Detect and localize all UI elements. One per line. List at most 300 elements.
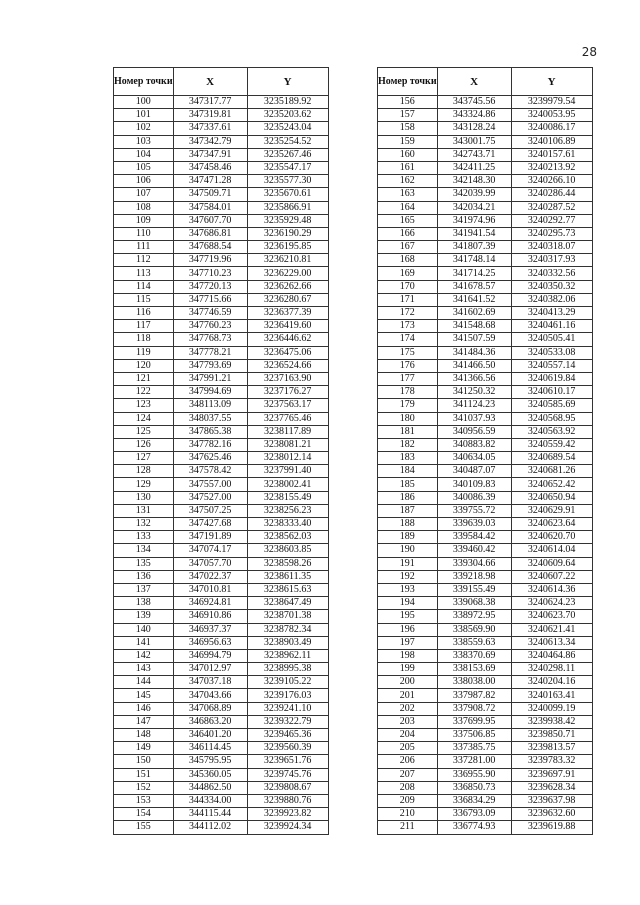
y-coordinate-cell: 3235254.52 (247, 135, 328, 148)
y-coordinate-cell: 3240053.95 (511, 109, 592, 122)
x-coordinate-cell: 347427.68 (173, 518, 247, 531)
point-number-cell: 192 (378, 570, 438, 583)
y-coordinate-cell: 3239176.03 (247, 689, 328, 702)
y-coordinate-cell: 3238615.63 (247, 583, 328, 596)
y-coordinate-cell: 3236524.66 (247, 359, 328, 372)
y-coordinate-cell: 3235670.61 (247, 188, 328, 201)
point-number-cell: 194 (378, 597, 438, 610)
table-row (114, 531, 329, 544)
table-row (114, 821, 329, 834)
table-row (114, 583, 329, 596)
y-coordinate-cell: 3240623.70 (511, 610, 592, 623)
y-coordinate-cell: 3240614.04 (511, 544, 592, 557)
y-coordinate-cell: 3237765.46 (247, 412, 328, 425)
y-coordinate-cell: 3240464.86 (511, 649, 592, 662)
table-row (378, 412, 593, 425)
table-row (114, 504, 329, 517)
y-coordinate-cell: 3236229.00 (247, 267, 328, 280)
table-row (114, 372, 329, 385)
x-coordinate-cell: 347191.89 (173, 531, 247, 544)
x-coordinate-cell: 338569.90 (437, 623, 511, 636)
y-coordinate-cell: 3238002.41 (247, 478, 328, 491)
point-number-cell: 174 (378, 333, 438, 346)
table-row (378, 96, 593, 109)
table-row (114, 755, 329, 768)
point-number-cell: 186 (378, 491, 438, 504)
table-row (114, 557, 329, 570)
point-number-cell: 181 (378, 425, 438, 438)
header-y: Y (247, 68, 328, 96)
y-coordinate-cell: 3239628.34 (511, 781, 592, 794)
point-number-cell: 137 (114, 583, 174, 596)
x-coordinate-cell: 347057.70 (173, 557, 247, 570)
table-row (114, 808, 329, 821)
x-coordinate-cell: 347037.18 (173, 676, 247, 689)
table-row (114, 333, 329, 346)
x-coordinate-cell: 337506.85 (437, 729, 511, 742)
y-coordinate-cell: 3236280.67 (247, 293, 328, 306)
table-row (378, 452, 593, 465)
y-coordinate-cell: 3238647.49 (247, 597, 328, 610)
point-number-cell: 128 (114, 465, 174, 478)
table-row (378, 821, 593, 834)
point-number-cell: 114 (114, 280, 174, 293)
point-number-cell: 153 (114, 794, 174, 807)
y-coordinate-cell: 3240505.41 (511, 333, 592, 346)
x-coordinate-cell: 346910.86 (173, 610, 247, 623)
table-row (378, 333, 593, 346)
x-coordinate-cell: 340634.05 (437, 452, 511, 465)
table-row (114, 425, 329, 438)
y-coordinate-cell: 3240350.32 (511, 280, 592, 293)
x-coordinate-cell: 347768.73 (173, 333, 247, 346)
y-coordinate-cell: 3240295.73 (511, 227, 592, 240)
table-row (114, 544, 329, 557)
point-number-cell: 130 (114, 491, 174, 504)
y-coordinate-cell: 3238701.38 (247, 610, 328, 623)
point-number-cell: 154 (114, 808, 174, 821)
point-number-cell: 208 (378, 781, 438, 794)
y-coordinate-cell: 3240619.84 (511, 372, 592, 385)
point-number-cell: 136 (114, 570, 174, 583)
table-row (114, 676, 329, 689)
x-coordinate-cell: 338370.69 (437, 649, 511, 662)
table-row (114, 623, 329, 636)
point-number-cell: 204 (378, 729, 438, 742)
x-coordinate-cell: 346937.37 (173, 623, 247, 636)
point-number-cell: 112 (114, 254, 174, 267)
y-coordinate-cell: 3240413.29 (511, 307, 592, 320)
y-coordinate-cell: 3238603.85 (247, 544, 328, 557)
table-row (378, 201, 593, 214)
x-coordinate-cell: 337699.95 (437, 715, 511, 728)
y-coordinate-cell: 3238598.26 (247, 557, 328, 570)
y-coordinate-cell: 3239632.60 (511, 808, 592, 821)
point-number-cell: 196 (378, 623, 438, 636)
y-coordinate-cell: 3240563.92 (511, 425, 592, 438)
x-coordinate-cell: 347720.13 (173, 280, 247, 293)
point-number-cell: 132 (114, 518, 174, 531)
point-number-cell: 203 (378, 715, 438, 728)
x-coordinate-cell: 347865.38 (173, 425, 247, 438)
table-row (114, 452, 329, 465)
x-coordinate-cell: 337987.82 (437, 689, 511, 702)
x-coordinate-cell: 341714.25 (437, 267, 511, 280)
table-row (114, 663, 329, 676)
x-coordinate-cell: 342148.30 (437, 175, 511, 188)
point-number-cell: 185 (378, 478, 438, 491)
table-row (378, 188, 593, 201)
x-coordinate-cell: 341507.59 (437, 333, 511, 346)
table-row (378, 689, 593, 702)
x-coordinate-cell: 347074.17 (173, 544, 247, 557)
table-row (378, 663, 593, 676)
point-number-cell: 118 (114, 333, 174, 346)
x-coordinate-cell: 347068.89 (173, 702, 247, 715)
header-x: X (437, 68, 511, 96)
point-number-cell: 101 (114, 109, 174, 122)
y-coordinate-cell: 3239783.32 (511, 755, 592, 768)
x-coordinate-cell: 339068.38 (437, 597, 511, 610)
y-coordinate-cell: 3235866.91 (247, 201, 328, 214)
x-coordinate-cell: 341641.52 (437, 293, 511, 306)
point-number-cell: 143 (114, 663, 174, 676)
x-coordinate-cell: 340487.07 (437, 465, 511, 478)
table-row (114, 175, 329, 188)
x-coordinate-cell: 347317.77 (173, 96, 247, 109)
table-body-left (114, 96, 329, 835)
y-coordinate-cell: 3240533.08 (511, 346, 592, 359)
point-number-cell: 200 (378, 676, 438, 689)
x-coordinate-cell: 347010.81 (173, 583, 247, 596)
y-coordinate-cell: 3240286.44 (511, 188, 592, 201)
y-coordinate-cell: 3240204.16 (511, 676, 592, 689)
table-row (378, 755, 593, 768)
header-y: Y (511, 68, 592, 96)
point-number-cell: 206 (378, 755, 438, 768)
x-coordinate-cell: 340086.39 (437, 491, 511, 504)
table-row (114, 307, 329, 320)
y-coordinate-cell: 3239105.22 (247, 676, 328, 689)
point-number-cell: 205 (378, 742, 438, 755)
point-number-cell: 107 (114, 188, 174, 201)
point-number-cell: 167 (378, 241, 438, 254)
y-coordinate-cell: 3238256.23 (247, 504, 328, 517)
table-row (378, 570, 593, 583)
table-row (378, 491, 593, 504)
point-number-cell: 177 (378, 372, 438, 385)
y-coordinate-cell: 3238962.11 (247, 649, 328, 662)
table-row (114, 241, 329, 254)
point-number-cell: 180 (378, 412, 438, 425)
table-row (378, 267, 593, 280)
point-number-cell: 116 (114, 307, 174, 320)
x-coordinate-cell: 347782.16 (173, 438, 247, 451)
table-row (114, 161, 329, 174)
x-coordinate-cell: 346401.20 (173, 729, 247, 742)
y-coordinate-cell: 3240106.89 (511, 135, 592, 148)
point-number-cell: 170 (378, 280, 438, 293)
table-row (378, 359, 593, 372)
x-coordinate-cell: 340883.82 (437, 438, 511, 451)
point-number-cell: 173 (378, 320, 438, 333)
y-coordinate-cell: 3236190.29 (247, 227, 328, 240)
x-coordinate-cell: 342034.21 (437, 201, 511, 214)
y-coordinate-cell: 3235547.17 (247, 161, 328, 174)
table-row (378, 715, 593, 728)
x-coordinate-cell: 341974.96 (437, 214, 511, 227)
x-coordinate-cell: 342411.25 (437, 161, 511, 174)
x-coordinate-cell: 339218.98 (437, 570, 511, 583)
point-number-cell: 151 (114, 768, 174, 781)
point-number-cell: 193 (378, 583, 438, 596)
x-coordinate-cell: 347715.66 (173, 293, 247, 306)
y-coordinate-cell: 3238333.40 (247, 518, 328, 531)
point-number-cell: 147 (114, 715, 174, 728)
point-number-cell: 105 (114, 161, 174, 174)
y-coordinate-cell: 3240613.34 (511, 636, 592, 649)
table-row (378, 781, 593, 794)
x-coordinate-cell: 339460.42 (437, 544, 511, 557)
x-coordinate-cell: 337281.00 (437, 755, 511, 768)
table-row (378, 597, 593, 610)
x-coordinate-cell: 347471.28 (173, 175, 247, 188)
x-coordinate-cell: 341678.57 (437, 280, 511, 293)
point-number-cell: 176 (378, 359, 438, 372)
x-coordinate-cell: 344112.02 (173, 821, 247, 834)
y-coordinate-cell: 3236419.60 (247, 320, 328, 333)
y-coordinate-cell: 3240623.64 (511, 518, 592, 531)
table-row (378, 768, 593, 781)
x-coordinate-cell: 338153.69 (437, 663, 511, 676)
point-number-cell: 139 (114, 610, 174, 623)
y-coordinate-cell: 3239697.91 (511, 768, 592, 781)
point-number-cell: 172 (378, 307, 438, 320)
x-coordinate-cell: 341941.54 (437, 227, 511, 240)
point-number-cell: 152 (114, 781, 174, 794)
x-coordinate-cell: 346863.20 (173, 715, 247, 728)
y-coordinate-cell: 3235577.30 (247, 175, 328, 188)
x-coordinate-cell: 340109.83 (437, 478, 511, 491)
point-number-cell: 120 (114, 359, 174, 372)
table-row (378, 214, 593, 227)
table-row (378, 808, 593, 821)
y-coordinate-cell: 3237176.27 (247, 386, 328, 399)
table-row (378, 386, 593, 399)
point-number-cell: 189 (378, 531, 438, 544)
coordinates-table-right (377, 67, 593, 835)
table-row (114, 438, 329, 451)
x-coordinate-cell: 347760.23 (173, 320, 247, 333)
x-coordinate-cell: 341366.56 (437, 372, 511, 385)
y-coordinate-cell: 3240681.26 (511, 465, 592, 478)
point-number-cell: 134 (114, 544, 174, 557)
y-coordinate-cell: 3240266.10 (511, 175, 592, 188)
table-row (378, 478, 593, 491)
table-row (378, 280, 593, 293)
table-header-row (114, 68, 329, 96)
table-row (378, 465, 593, 478)
point-number-cell: 209 (378, 794, 438, 807)
y-coordinate-cell: 3238562.03 (247, 531, 328, 544)
y-coordinate-cell: 3240689.54 (511, 452, 592, 465)
point-number-cell: 178 (378, 386, 438, 399)
table-row (378, 346, 593, 359)
point-number-cell: 197 (378, 636, 438, 649)
y-coordinate-cell: 3240621.41 (511, 623, 592, 636)
table-row (114, 386, 329, 399)
y-coordinate-cell: 3238903.49 (247, 636, 328, 649)
y-coordinate-cell: 3238995.38 (247, 663, 328, 676)
x-coordinate-cell: 343001.75 (437, 135, 511, 148)
table-row (114, 649, 329, 662)
table-row (114, 491, 329, 504)
x-coordinate-cell: 341748.14 (437, 254, 511, 267)
header-point-number: Номер точки (378, 68, 438, 96)
y-coordinate-cell: 3235203.62 (247, 109, 328, 122)
table-row (378, 109, 593, 122)
table-row (378, 729, 593, 742)
x-coordinate-cell: 341602.69 (437, 307, 511, 320)
y-coordinate-cell: 3240157.61 (511, 148, 592, 161)
point-number-cell: 150 (114, 755, 174, 768)
x-coordinate-cell: 341548.68 (437, 320, 511, 333)
x-coordinate-cell: 336850.73 (437, 781, 511, 794)
table-row (378, 372, 593, 385)
x-coordinate-cell: 347793.69 (173, 359, 247, 372)
y-coordinate-cell: 3239322.79 (247, 715, 328, 728)
y-coordinate-cell: 3237991.40 (247, 465, 328, 478)
y-coordinate-cell: 3239880.76 (247, 794, 328, 807)
y-coordinate-cell: 3240609.64 (511, 557, 592, 570)
table-row (114, 135, 329, 148)
y-coordinate-cell: 3239923.82 (247, 808, 328, 821)
table-row (114, 478, 329, 491)
table-row (114, 122, 329, 135)
y-coordinate-cell: 3240099.19 (511, 702, 592, 715)
point-number-cell: 109 (114, 214, 174, 227)
y-coordinate-cell: 3240317.93 (511, 254, 592, 267)
y-coordinate-cell: 3240557.14 (511, 359, 592, 372)
x-coordinate-cell: 337385.75 (437, 742, 511, 755)
y-coordinate-cell: 3240461.16 (511, 320, 592, 333)
y-coordinate-cell: 3238782.34 (247, 623, 328, 636)
point-number-cell: 125 (114, 425, 174, 438)
point-number-cell: 157 (378, 109, 438, 122)
x-coordinate-cell: 347625.46 (173, 452, 247, 465)
x-coordinate-cell: 346956.63 (173, 636, 247, 649)
table-row (378, 610, 593, 623)
x-coordinate-cell: 339304.66 (437, 557, 511, 570)
y-coordinate-cell: 3240620.70 (511, 531, 592, 544)
y-coordinate-cell: 3240624.23 (511, 597, 592, 610)
y-coordinate-cell: 3240652.42 (511, 478, 592, 491)
y-coordinate-cell: 3238611.35 (247, 570, 328, 583)
table-row (114, 597, 329, 610)
x-coordinate-cell: 347688.54 (173, 241, 247, 254)
x-coordinate-cell: 338038.00 (437, 676, 511, 689)
point-number-cell: 160 (378, 148, 438, 161)
table-row (378, 544, 593, 557)
point-number-cell: 169 (378, 267, 438, 280)
y-coordinate-cell: 3239619.88 (511, 821, 592, 834)
table-row (378, 293, 593, 306)
table-row (378, 175, 593, 188)
point-number-cell: 144 (114, 676, 174, 689)
x-coordinate-cell: 343128.24 (437, 122, 511, 135)
table-row (114, 742, 329, 755)
point-number-cell: 102 (114, 122, 174, 135)
x-coordinate-cell: 341250.32 (437, 386, 511, 399)
x-coordinate-cell: 346114.45 (173, 742, 247, 755)
point-number-cell: 100 (114, 96, 174, 109)
y-coordinate-cell: 3239813.57 (511, 742, 592, 755)
point-number-cell: 123 (114, 399, 174, 412)
table-row (378, 399, 593, 412)
x-coordinate-cell: 347991.21 (173, 372, 247, 385)
point-number-cell: 199 (378, 663, 438, 676)
x-coordinate-cell: 347507.25 (173, 504, 247, 517)
x-coordinate-cell: 348037.55 (173, 412, 247, 425)
header-point-number: Номер точки (114, 68, 174, 96)
point-number-cell: 165 (378, 214, 438, 227)
header-x: X (173, 68, 247, 96)
x-coordinate-cell: 346924.81 (173, 597, 247, 610)
point-number-cell: 140 (114, 623, 174, 636)
table-row (378, 254, 593, 267)
x-coordinate-cell: 338972.95 (437, 610, 511, 623)
table-row (114, 254, 329, 267)
y-coordinate-cell: 3239651.76 (247, 755, 328, 768)
y-coordinate-cell: 3239808.67 (247, 781, 328, 794)
table-row (114, 412, 329, 425)
y-coordinate-cell: 3240332.56 (511, 267, 592, 280)
point-number-cell: 159 (378, 135, 438, 148)
point-number-cell: 110 (114, 227, 174, 240)
y-coordinate-cell: 3240086.17 (511, 122, 592, 135)
table-row (114, 214, 329, 227)
table-row (114, 702, 329, 715)
x-coordinate-cell: 347458.46 (173, 161, 247, 174)
point-number-cell: 182 (378, 438, 438, 451)
x-coordinate-cell: 341484.36 (437, 346, 511, 359)
table-row (378, 425, 593, 438)
point-number-cell: 104 (114, 148, 174, 161)
point-number-cell: 175 (378, 346, 438, 359)
point-number-cell: 195 (378, 610, 438, 623)
x-coordinate-cell: 347527.00 (173, 491, 247, 504)
table-row (114, 148, 329, 161)
table-row (378, 649, 593, 662)
point-number-cell: 207 (378, 768, 438, 781)
point-number-cell: 103 (114, 135, 174, 148)
y-coordinate-cell: 3240318.07 (511, 241, 592, 254)
point-number-cell: 127 (114, 452, 174, 465)
point-number-cell: 179 (378, 399, 438, 412)
y-coordinate-cell: 3240607.22 (511, 570, 592, 583)
page-number: 28 (581, 45, 597, 59)
table-row (378, 794, 593, 807)
y-coordinate-cell: 3239924.34 (247, 821, 328, 834)
table-row (114, 781, 329, 794)
y-coordinate-cell: 3240163.41 (511, 689, 592, 702)
point-number-cell: 166 (378, 227, 438, 240)
point-number-cell: 155 (114, 821, 174, 834)
x-coordinate-cell: 342743.71 (437, 148, 511, 161)
table-row (378, 702, 593, 715)
x-coordinate-cell: 347686.81 (173, 227, 247, 240)
table-row (114, 320, 329, 333)
